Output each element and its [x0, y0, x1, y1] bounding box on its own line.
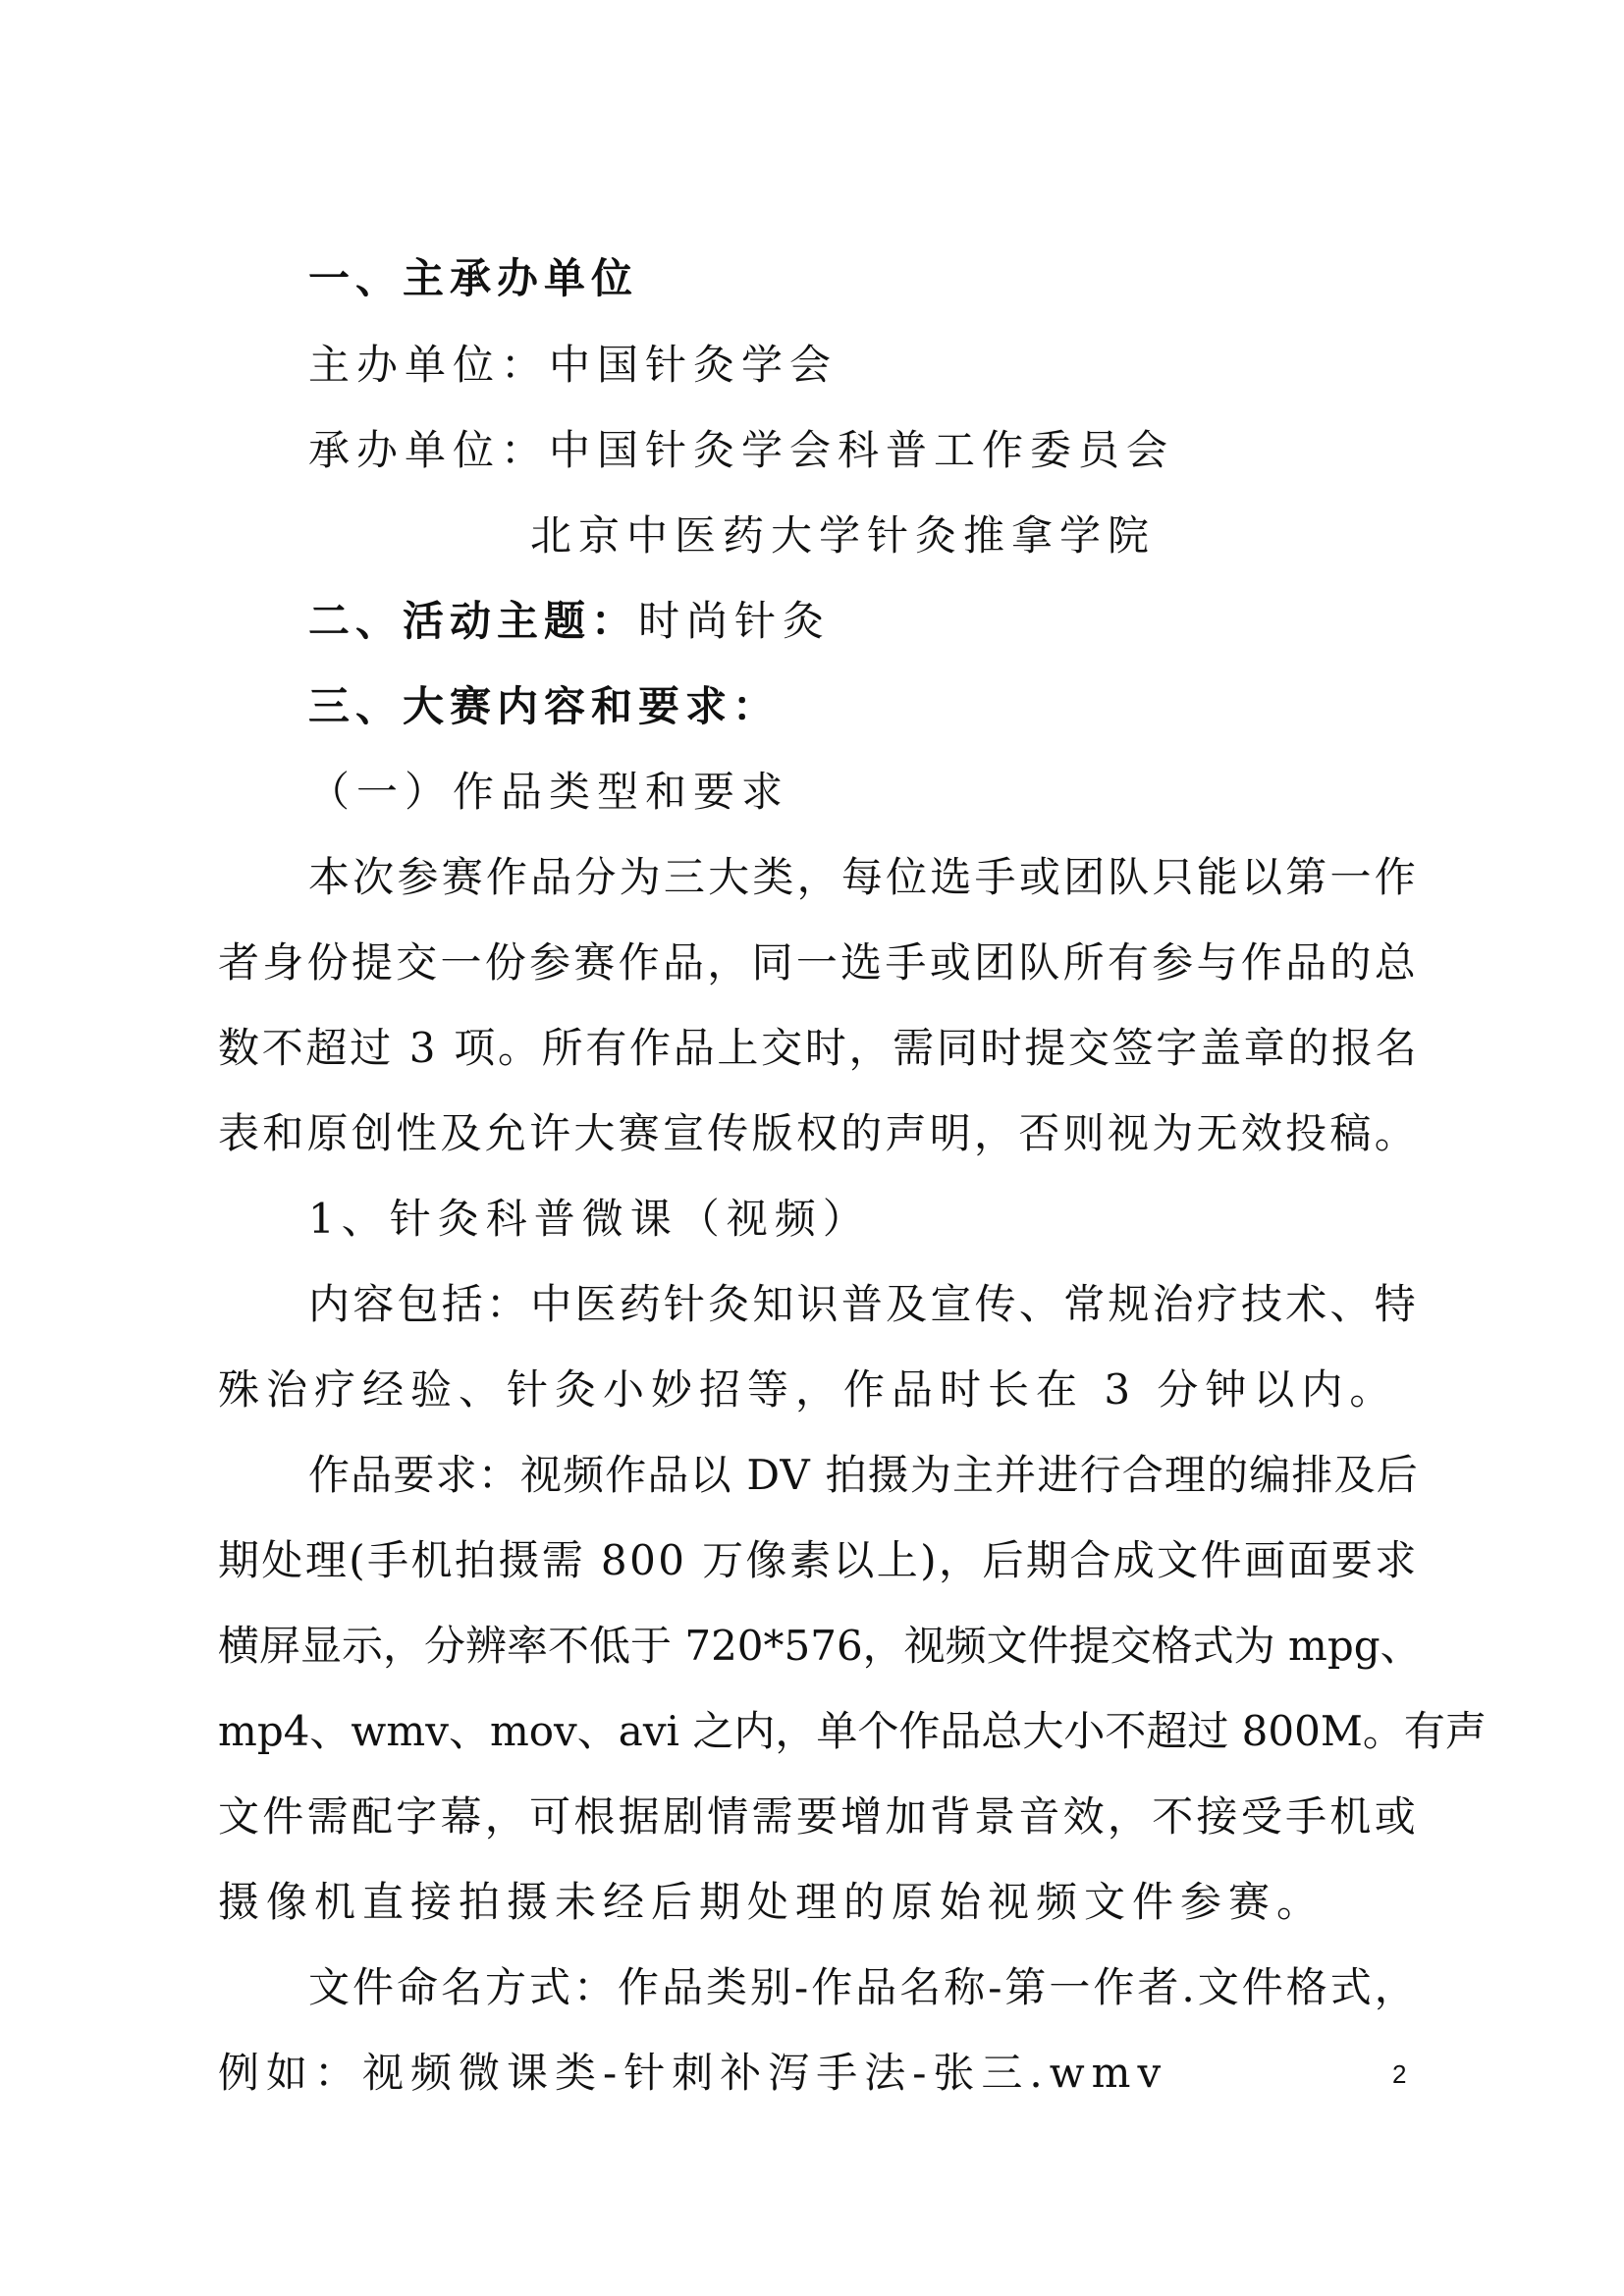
page-number: 2 — [1392, 2059, 1407, 2089]
content-paragraph-line-2: 殊治疗经验、针灸小妙招等，作品时长在 3 分钟以内。 — [218, 1365, 1398, 1414]
section-heading-organizers: 一、主承办单位 — [308, 254, 639, 302]
requirements-paragraph-line-5: 文件需配字幕，可根据剧情需要增加背景音效，不接受手机或 — [218, 1792, 1420, 1841]
theme-value: 时尚针灸 — [638, 597, 832, 645]
requirements-paragraph-line-3: 横屏显示，分辨率不低于 720*576，视频文件提交格式为 mpg、 — [218, 1622, 1422, 1670]
organizer-unit-line — [308, 423, 1174, 478]
requirements-paragraph-line-4: mp4、wmv、mov、avi 之内，单个作品总大小不超过 800M。有声 — [218, 1707, 1487, 1755]
requirements-paragraph-line-2: 期处理(手机拍摄需 800 万像素以上)，后期合成文件画面要求 — [218, 1536, 1419, 1584]
intro-paragraph-line-2: 者身份提交一份参赛作品，同一选手或团队所有参与作品的总 — [218, 938, 1420, 987]
content-paragraph-line-1: 内容包括：中医药针灸知识普及宣传、常规治疗技术、特 — [308, 1280, 1420, 1328]
organizer-unit-label: 承办单位： — [308, 426, 550, 474]
host-unit-line — [308, 338, 838, 393]
organizer-unit-value-2: 北京中医药大学针灸推拿学院 — [530, 511, 1157, 560]
theme-line — [308, 594, 831, 649]
item-heading-micro-course: 1、针灸科普微课（视频） — [308, 1195, 871, 1243]
intro-paragraph-line-3: 数不超过 3 项。所有作品上交时，需同时提交签字盖章的报名 — [218, 1024, 1420, 1072]
host-unit-value: 中国针灸学会 — [549, 341, 839, 389]
host-unit-label: 主办单位： — [308, 341, 550, 389]
section-heading-contents: 三、大赛内容和要求： — [308, 682, 781, 730]
intro-paragraph-line-4: 表和原创性及允许大赛宣传版权的声明，否则视为无效投稿。 — [218, 1109, 1420, 1157]
subsection-heading-types: （一）作品类型和要求 — [308, 768, 790, 816]
requirements-paragraph-line-1: 作品要求：视频作品以 DV 拍摄为主并进行合理的编排及后 — [308, 1451, 1419, 1499]
organizer-unit-value-1: 中国针灸学会科普工作委员会 — [549, 426, 1175, 474]
naming-paragraph-line-1: 文件命名方式：作品类别-作品名称-第一作者.文件格式， — [308, 1963, 1419, 2011]
requirements-paragraph-line-6: 摄像机直接拍摄未经后期处理的原始视频文件参赛。 — [218, 1878, 1326, 1926]
naming-paragraph-line-2: 例如：视频微课类-针刺补泻手法-张三.wmv — [218, 2049, 1168, 2097]
section-heading-theme: 二、活动主题： — [308, 597, 639, 645]
intro-paragraph-line-1: 本次参赛作品分为三大类，每位选手或团队只能以第一作 — [308, 853, 1420, 901]
